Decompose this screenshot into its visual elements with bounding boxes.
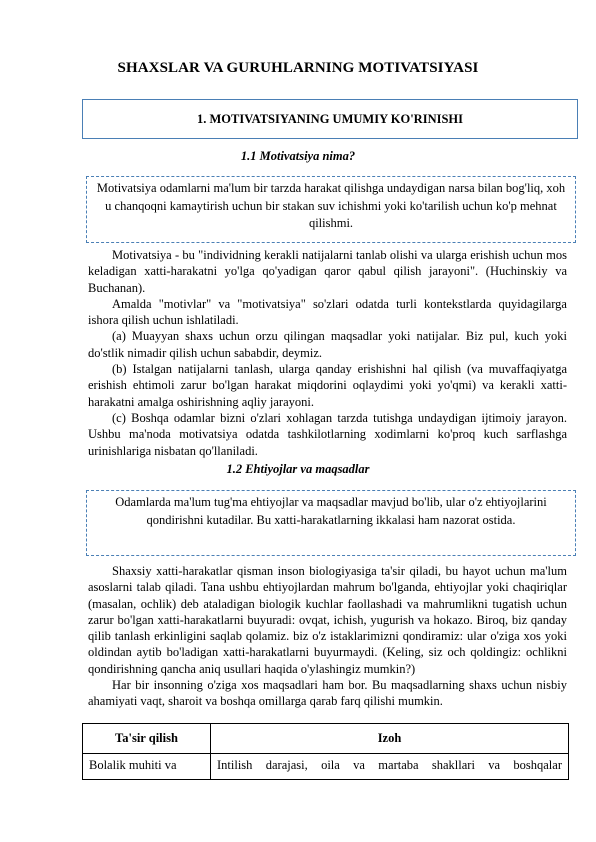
paragraph: (b) Istalgan natijalarni tanlash, ularga qanday erishishni hal qilish (va muvaffaqiyatga erishish ehtimoli zarur bo'lgan harakat miqdorini oqlaydimi yoki yo'qmi) va kerakli xatti-harakatni amalga oshirishning aqliy jarayoni. bbox=[88, 362, 567, 409]
section-heading: 1. MOTIVATSIYANING UMUMIY KO'RINISHI bbox=[196, 111, 463, 126]
influence-table bbox=[82, 723, 569, 780]
table-header-cell: Izoh bbox=[211, 724, 569, 754]
paragraph: Amalda "motivlar" va "motivatsiya" so'zlari odatda turli kontekstlarda quyidagilarga ishora qilish uchun ishlatiladi. bbox=[88, 296, 567, 328]
table-cell: Intilish darajasi, oila va martaba shakllari va boshqalar bbox=[211, 754, 569, 780]
body-section-2 bbox=[88, 563, 567, 710]
section-heading-box bbox=[82, 99, 578, 139]
table-header-row bbox=[83, 724, 569, 754]
document-title: SHAXSLAR VA GURUHLARNING MOTIVATSIYASI bbox=[117, 60, 479, 76]
subsection-heading-2: 1.2 Ehtiyojlar va maqsadlar bbox=[226, 462, 370, 476]
paragraph: Shaxsiy xatti-harakatlar qisman inson biologiyasiga ta'sir qiladi, bu hayot uchun ma'lum asoslarni talab qiladi. Tana ushbu ehtiyojlardan mahrum bo'lganda, ehtiyojlar yoki chaqiriqlar (masalan, ochlik) deb ataladigan biologik kuchlar faollashadi va mahrumlikni tugatish uchun zarur bo'lgan xatti-harakatlarni buyuradi: ovqat, ichish, yugurish va hokazo. Biroq, biz qanday qilib tanlash erkinligini saqlab qolamiz. biz o'z istaklarimizni qondiramiz: ular o'ziga xos yoki oldindan aytib bo'ladigan xatti-harakatlarni buyurmaydi. (Keling, siz och qoldingiz: ochlikni qondirishning qancha aniq usullari haqida o'ylashingiz mumkin?) bbox=[88, 564, 567, 676]
subsection-heading-1: 1.1 Motivatsiya nima? bbox=[240, 149, 356, 163]
table-row bbox=[83, 754, 569, 780]
callout-box-1: Motivatsiya odamlarni ma'lum bir tarzda harakat qilishga undaydigan narsa bilan bog'liq, xoh u chanqoqni kamaytirish uchun bir stakan suv ichishmi yoki ko'tarilish uchun ko'p mehnat qilishmi. bbox=[86, 176, 576, 243]
paragraph: Motivatsiya - bu "individning kerakli natijalarni tanlab olishi va ularga erishish uchun mos keladigan xatti-harakatni yo'lga qo'yadigan qaror qabul qilish jarayoni". (Huchinskiy va Buchanan). bbox=[88, 248, 567, 295]
table-header-cell: Ta'sir qilish bbox=[83, 724, 211, 754]
table-cell: Bolalik muhiti va bbox=[83, 754, 211, 780]
paragraph: (c) Boshqa odamlar bizni o'zlari xohlagan tarzda tutishga undaydigan ijtimoiy jarayon. Ushbu ma'noda motivatsiya odatda tashkilotlarning xodimlarni ko'proq kuch sarflashga urinishlariga nisbatan qo'llaniladi. bbox=[88, 410, 567, 458]
body-section-1 bbox=[88, 247, 567, 459]
callout-box-2: Odamlarda ma'lum tug'ma ehtiyojlar va maqsadlar mavjud bo'lib, ular o'z ehtiyojlarini qondirishni kutadilar. Bu xatti-harakatlarning ikkalasi ham nazorat ostida. bbox=[86, 490, 576, 556]
paragraph: (a) Muayyan shaxs uchun orzu qilingan maqsadlar yoki natijalar. Biz pul, kuch yoki do'stlik nimadir qilish uchun sababdir, deymiz. bbox=[88, 329, 567, 360]
paragraph: Har bir insonning o'ziga xos maqsadlari ham bor. Bu maqsadlarning shaxs uchun nisbiy ahamiyati vaqt, sharoit va boshqa omillarga qarab farq qilishi mumkin. bbox=[88, 678, 567, 709]
